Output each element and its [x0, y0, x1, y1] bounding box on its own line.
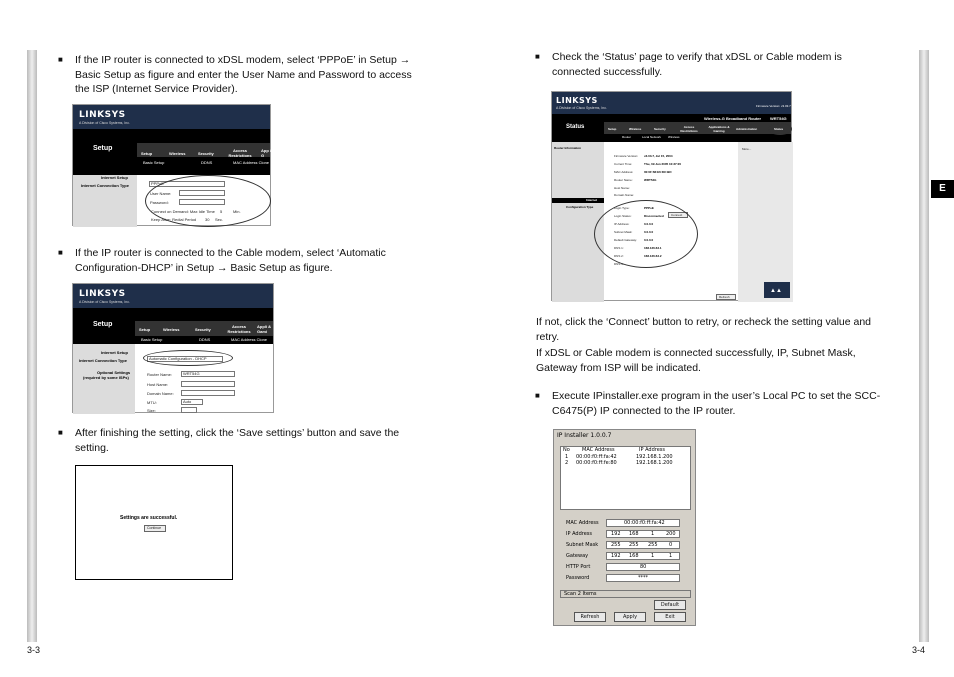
subtab-mac[interactable]: MAC Address Clone — [231, 337, 268, 342]
subtab-ddns[interactable]: DDNS — [199, 337, 211, 342]
status-highlight — [768, 123, 792, 135]
group-title: Internet Setup — [101, 350, 128, 355]
domain-name-field[interactable] — [181, 390, 235, 396]
subtab-basic[interactable]: Basic Setup — [143, 160, 165, 165]
cisco-logo — [764, 282, 790, 298]
subtab-wireless[interactable]: Wireless — [668, 135, 680, 139]
default-button[interactable]: Default — [654, 600, 686, 610]
tab-setup[interactable]: Setup — [608, 127, 617, 131]
port-label: HTTP Port — [566, 564, 591, 570]
mtu-label: MTU: — [147, 400, 157, 405]
status-text: Scan 2 Items — [564, 591, 597, 597]
conn-type-value: Automatic Configuration - DHCP — [149, 356, 207, 361]
password-label: Password: — [150, 200, 169, 205]
conn-type-label: Internet Connection Type — [81, 183, 129, 188]
conn-type-label: Internet Connection Type — [79, 358, 127, 363]
tab-admin[interactable]: Administration — [736, 127, 758, 131]
refresh-button[interactable]: Refresh — [574, 612, 606, 622]
host-name-label: Host Name: — [147, 382, 169, 387]
screenshot-status-page: LINKSYS A Division of Cisco Systems, Inc. Firmware Version: v3.03.7 Wireless-G Broadband Router WRT54G Status Setup Wireless Security Access Restrictions Applications & Gaming Administration Status Router Local Network Wireless Router Information Internet Configuration Type More... Firmware Version: v3.03.7, Jul 15, 2004 Current Time: Thu, 09 Jun 2005 10:37:20 MAC Address: 00:0F:66:E6:DC:BD Router Name: WRT54G Host Name: Domain Name: Login Type: PPPoE Login Status: Disconnected Connect IP Address: 0.0.0.0 Subnet Mask: 0.0.0.0 Default Gateway: 0.0.0.0 DNS 1: 168.126.63.1 DNS 2: 168.126.63.2 DNS 3: Refresh ▲▲ — [551, 91, 792, 301]
internet-label: Internet — [586, 198, 598, 202]
tab-wireless[interactable]: Wireless — [169, 151, 186, 156]
mac-label: MAC Address — [566, 520, 599, 526]
ip-label: IP Address — [566, 531, 592, 537]
mask-label: Subnet Mask — [566, 542, 599, 548]
tab-setup[interactable]: Setup — [139, 327, 151, 332]
domain-name-label: Domain Name: — [147, 391, 174, 396]
redial-period-value: 30 — [205, 217, 210, 222]
tab-access[interactable]: Access Restrictions — [227, 324, 251, 334]
page-number-right: 3-4 — [912, 645, 926, 655]
col-ip: IP Address — [639, 447, 665, 453]
subtab-mac[interactable]: MAC Address Clone — [233, 160, 270, 165]
screenshot-dhcp-setup: LINKSYS A Division of Cisco Systems, Inc. Setup Setup Wireless Security Access Restrictions Appli & Gami Basic Setup DDNS MAC Address Clone Internet Setup Internet Connection Type Automatic Configuration - DHCP Optional Settings (required by some ISPs) Router Name: WRT54G Host Name: Domain Name: MTU: Auto Size: — [72, 283, 274, 413]
linksys-logo: LINKSYS — [556, 96, 598, 105]
option-connect-on-demand[interactable]: Connect on Demand: Max Idle Time — [151, 209, 215, 214]
tab-security[interactable]: Security — [654, 127, 666, 131]
group-title: Internet Setup — [101, 175, 128, 180]
exit-button[interactable]: Exit — [654, 612, 686, 622]
mtu-value: Auto — [183, 399, 192, 404]
gateway-label: Gateway — [566, 553, 589, 559]
tab-status[interactable]: Status — [774, 127, 784, 131]
highlight-ellipse — [143, 350, 233, 366]
redial-period-unit: Sec. — [215, 217, 224, 222]
highlight-ellipse — [594, 200, 698, 268]
option-keep-alive[interactable]: Keep Alive: Redial Period — [151, 217, 197, 222]
left-bullet-cable: ■ If the IP router is connected to the Cable modem, select ‘Automatic Configuration-DHCP’ in Setup → Basic Setup as figure. — [75, 246, 420, 275]
idle-time-value: 5 — [220, 209, 223, 214]
tab-access[interactable]: Access Restrictions — [228, 148, 252, 158]
subtab-local[interactable]: Local Network — [642, 135, 662, 139]
left-margin-bar — [27, 50, 37, 642]
right-bullet-status: ■ Check the ‘Status’ page to verify that xDSL or Cable modem is connected successfully. — [552, 50, 882, 79]
conn-type-value: PPPoE — [151, 181, 164, 186]
config-type-label: Configuration Type — [566, 205, 594, 209]
left-bullet-pppoe: ■ If the IP router is connected to xDSL modem, select ‘PPPoE’ in Setup → Basic Setup as figure and enter the User Name and Password to access the ISP (Internet Service Provider). — [75, 53, 420, 97]
right-margin-bar — [919, 50, 929, 642]
page-number-left: 3-3 — [27, 645, 41, 655]
screenshot-pppoe-setup: LINKSYS A Division of Cisco Systems, Inc. Setup Setup Wireless Security Access Restrictions App & G Basic Setup DDNS MAC Address Clone Internet Setup Internet Connection Type PPPoE User Name: Password: Connect on Demand: Max Idle Time 5 Min. Keep Alive: Redial Period 30 Sec. — [72, 104, 271, 226]
table-row[interactable]: 2 — [565, 460, 569, 466]
cisco-triangles-icon: ▲▲ — [770, 288, 782, 294]
left-bullet-save: ■ After finishing the setting, click the ‘Save settings’ button and save the setting. — [75, 426, 420, 455]
subtab-router[interactable]: Router — [622, 135, 632, 139]
size-field[interactable] — [181, 407, 197, 413]
username-label: User Name: — [150, 191, 172, 196]
optional-sub: (required by some ISPs) — [83, 375, 129, 380]
tab-apps[interactable]: Applications & Gaming — [708, 125, 730, 133]
tab-apps[interactable]: Appli & Gami — [257, 324, 271, 334]
col-mac: MAC Address — [582, 447, 615, 453]
apply-button[interactable]: Apply — [614, 612, 646, 622]
ip-installer-window: IP Installer 1.0.0.7 No MAC Address IP Address 1 00:00:f0:ff:fa:42 192.168.1.200 2 00:00:f0:ff:fe:80 192.168.1.200 MAC Address 00:00:f0:ff:fa:42 IP Address 192 168 1 200 Subnet Mask 255 255 255 0 Gateway 192 168 1 1 HTTP Port 80 Password **** Scan 2 Items Default Refresh Apply Exit — [553, 429, 696, 626]
optional-label: Optional Settings — [97, 370, 131, 375]
router-name-value: WRT54G — [183, 371, 200, 376]
password-label: Password — [566, 575, 590, 581]
right-bullet-ipinstaller: ■ Execute IPinstaller.exe program in the user’s Local PC to set the SCC-C6475(P) IP connected to the IP router. — [552, 389, 892, 418]
tab-access[interactable]: Access Restrictions — [680, 125, 698, 133]
subtab-ddns[interactable]: DDNS — [201, 160, 213, 165]
tab-setup[interactable]: Setup — [141, 151, 153, 156]
tab-security[interactable]: Security — [198, 151, 214, 156]
section-tab-e: E — [931, 180, 954, 198]
tab-wireless[interactable]: Wireless — [629, 127, 642, 131]
more-link[interactable]: More... — [742, 147, 752, 151]
right-para-retry: If not, click the ‘Connect’ button to retry, or recheck the setting value and retry. — [536, 316, 872, 343]
linksys-logo: LINKSYS — [79, 289, 126, 299]
idle-time-unit: Min. — [233, 209, 241, 214]
table-row[interactable]: 1 — [565, 454, 569, 460]
subtab-basic[interactable]: Basic Setup — [141, 337, 163, 342]
right-para-success: If xDSL or Cable modem is connected successfully, IP, Subnet Mask, Gateway from ISP will be indicated. — [536, 347, 856, 374]
router-info-label: Router Information — [554, 146, 581, 150]
tab-security[interactable]: Security — [195, 327, 211, 332]
col-no: No — [563, 447, 570, 453]
success-message: Settings are successful. — [120, 515, 178, 521]
tab-apps[interactable]: App & G — [261, 148, 273, 158]
size-label: Size: — [147, 408, 156, 413]
highlight-ellipse — [145, 175, 271, 227]
tab-wireless[interactable]: Wireless — [163, 327, 180, 332]
window-title: IP Installer 1.0.0.7 — [557, 432, 612, 439]
linksys-logo: LINKSYS — [79, 110, 126, 120]
host-name-field[interactable] — [181, 381, 235, 387]
screenshot-settings-saved: Settings are successful. Continue — [75, 465, 233, 580]
router-name-label: Router Name: — [147, 372, 172, 377]
